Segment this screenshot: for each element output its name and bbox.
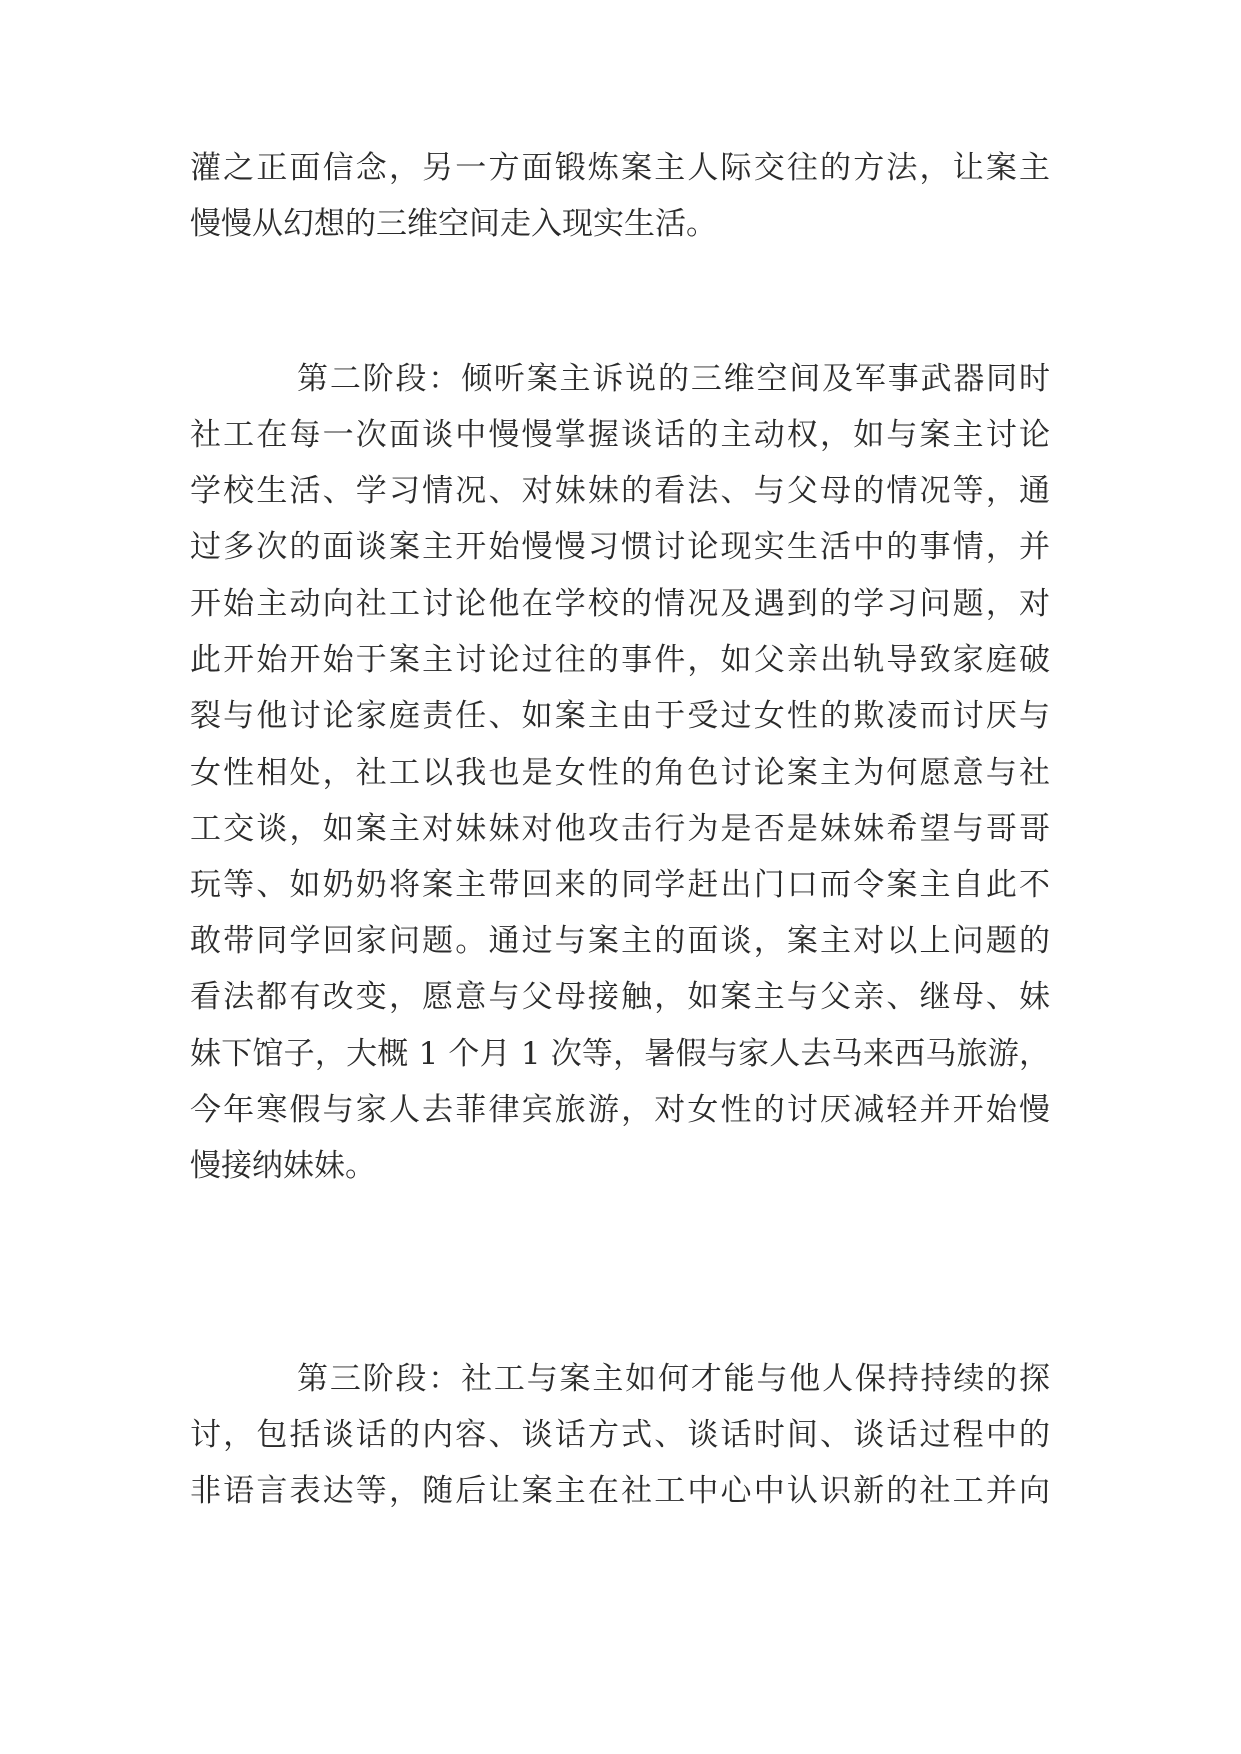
paragraph-3-line-1: 第三阶段：社工与案主如何才能与他人保持持续的探 [297, 1361, 1050, 1397]
paragraph-2-line-13: 妹下馆子，大概 1 个月 1 次等，暑假与家人去马来西马旅游， [190, 1036, 1050, 1072]
paragraph-2-line-6: 此开始开始于案主讨论过往的事件，如父亲出轨导致家庭破 [190, 642, 1050, 678]
paragraph-3-line-3: 非语言表达等，随后让案主在社工中心中认识新的社工并向 [190, 1473, 1050, 1509]
paragraph-1-line-2: 慢慢从幻想的三维空间走入现实生活。 [190, 206, 717, 242]
paragraph-2-line-11: 敢带同学回家问题。通过与案主的面谈，案主对以上问题的 [190, 923, 1050, 959]
paragraph-2-line-2: 社工在每一次面谈中慢慢掌握谈话的主动权，如与案主讨论 [190, 417, 1050, 453]
paragraph-2-line-12: 看法都有改变，愿意与父母接触，如案主与父亲、继母、妹 [190, 979, 1050, 1015]
paragraph-1-line-1: 灌之正面信念，另一方面锻炼案主人际交往的方法，让案主 [190, 150, 1050, 186]
paragraph-2-line-10: 玩等、如奶奶将案主带回来的同学赶出门口而令案主自此不 [190, 867, 1050, 903]
paragraph-2-line-15: 慢接纳妹妹。 [190, 1148, 376, 1184]
paragraph-2-line-14: 今年寒假与家人去菲律宾旅游，对女性的讨厌减轻并开始慢 [190, 1092, 1050, 1128]
paragraph-2-line-8: 女性相处，社工以我也是女性的角色讨论案主为何愿意与社 [190, 755, 1050, 791]
paragraph-2-line-5: 开始主动向社工讨论他在学校的情况及遇到的学习问题，对 [190, 586, 1050, 622]
paragraph-2-line-1: 第二阶段：倾听案主诉说的三维空间及军事武器同时 [297, 361, 1050, 397]
paragraph-3-line-2: 讨，包括谈话的内容、谈话方式、谈话时间、谈话过程中的 [190, 1417, 1050, 1453]
paragraph-2-line-9: 工交谈，如案主对妹妹对他攻击行为是否是妹妹希望与哥哥 [190, 811, 1050, 847]
paragraph-2-line-4: 过多次的面谈案主开始慢慢习惯讨论现实生活中的事情，并 [190, 529, 1050, 565]
paragraph-2-line-7: 裂与他讨论家庭责任、如案主由于受过女性的欺凌而讨厌与 [190, 698, 1050, 734]
paragraph-2-line-3: 学校生活、学习情况、对妹妹的看法、与父母的情况等，通 [190, 473, 1050, 509]
